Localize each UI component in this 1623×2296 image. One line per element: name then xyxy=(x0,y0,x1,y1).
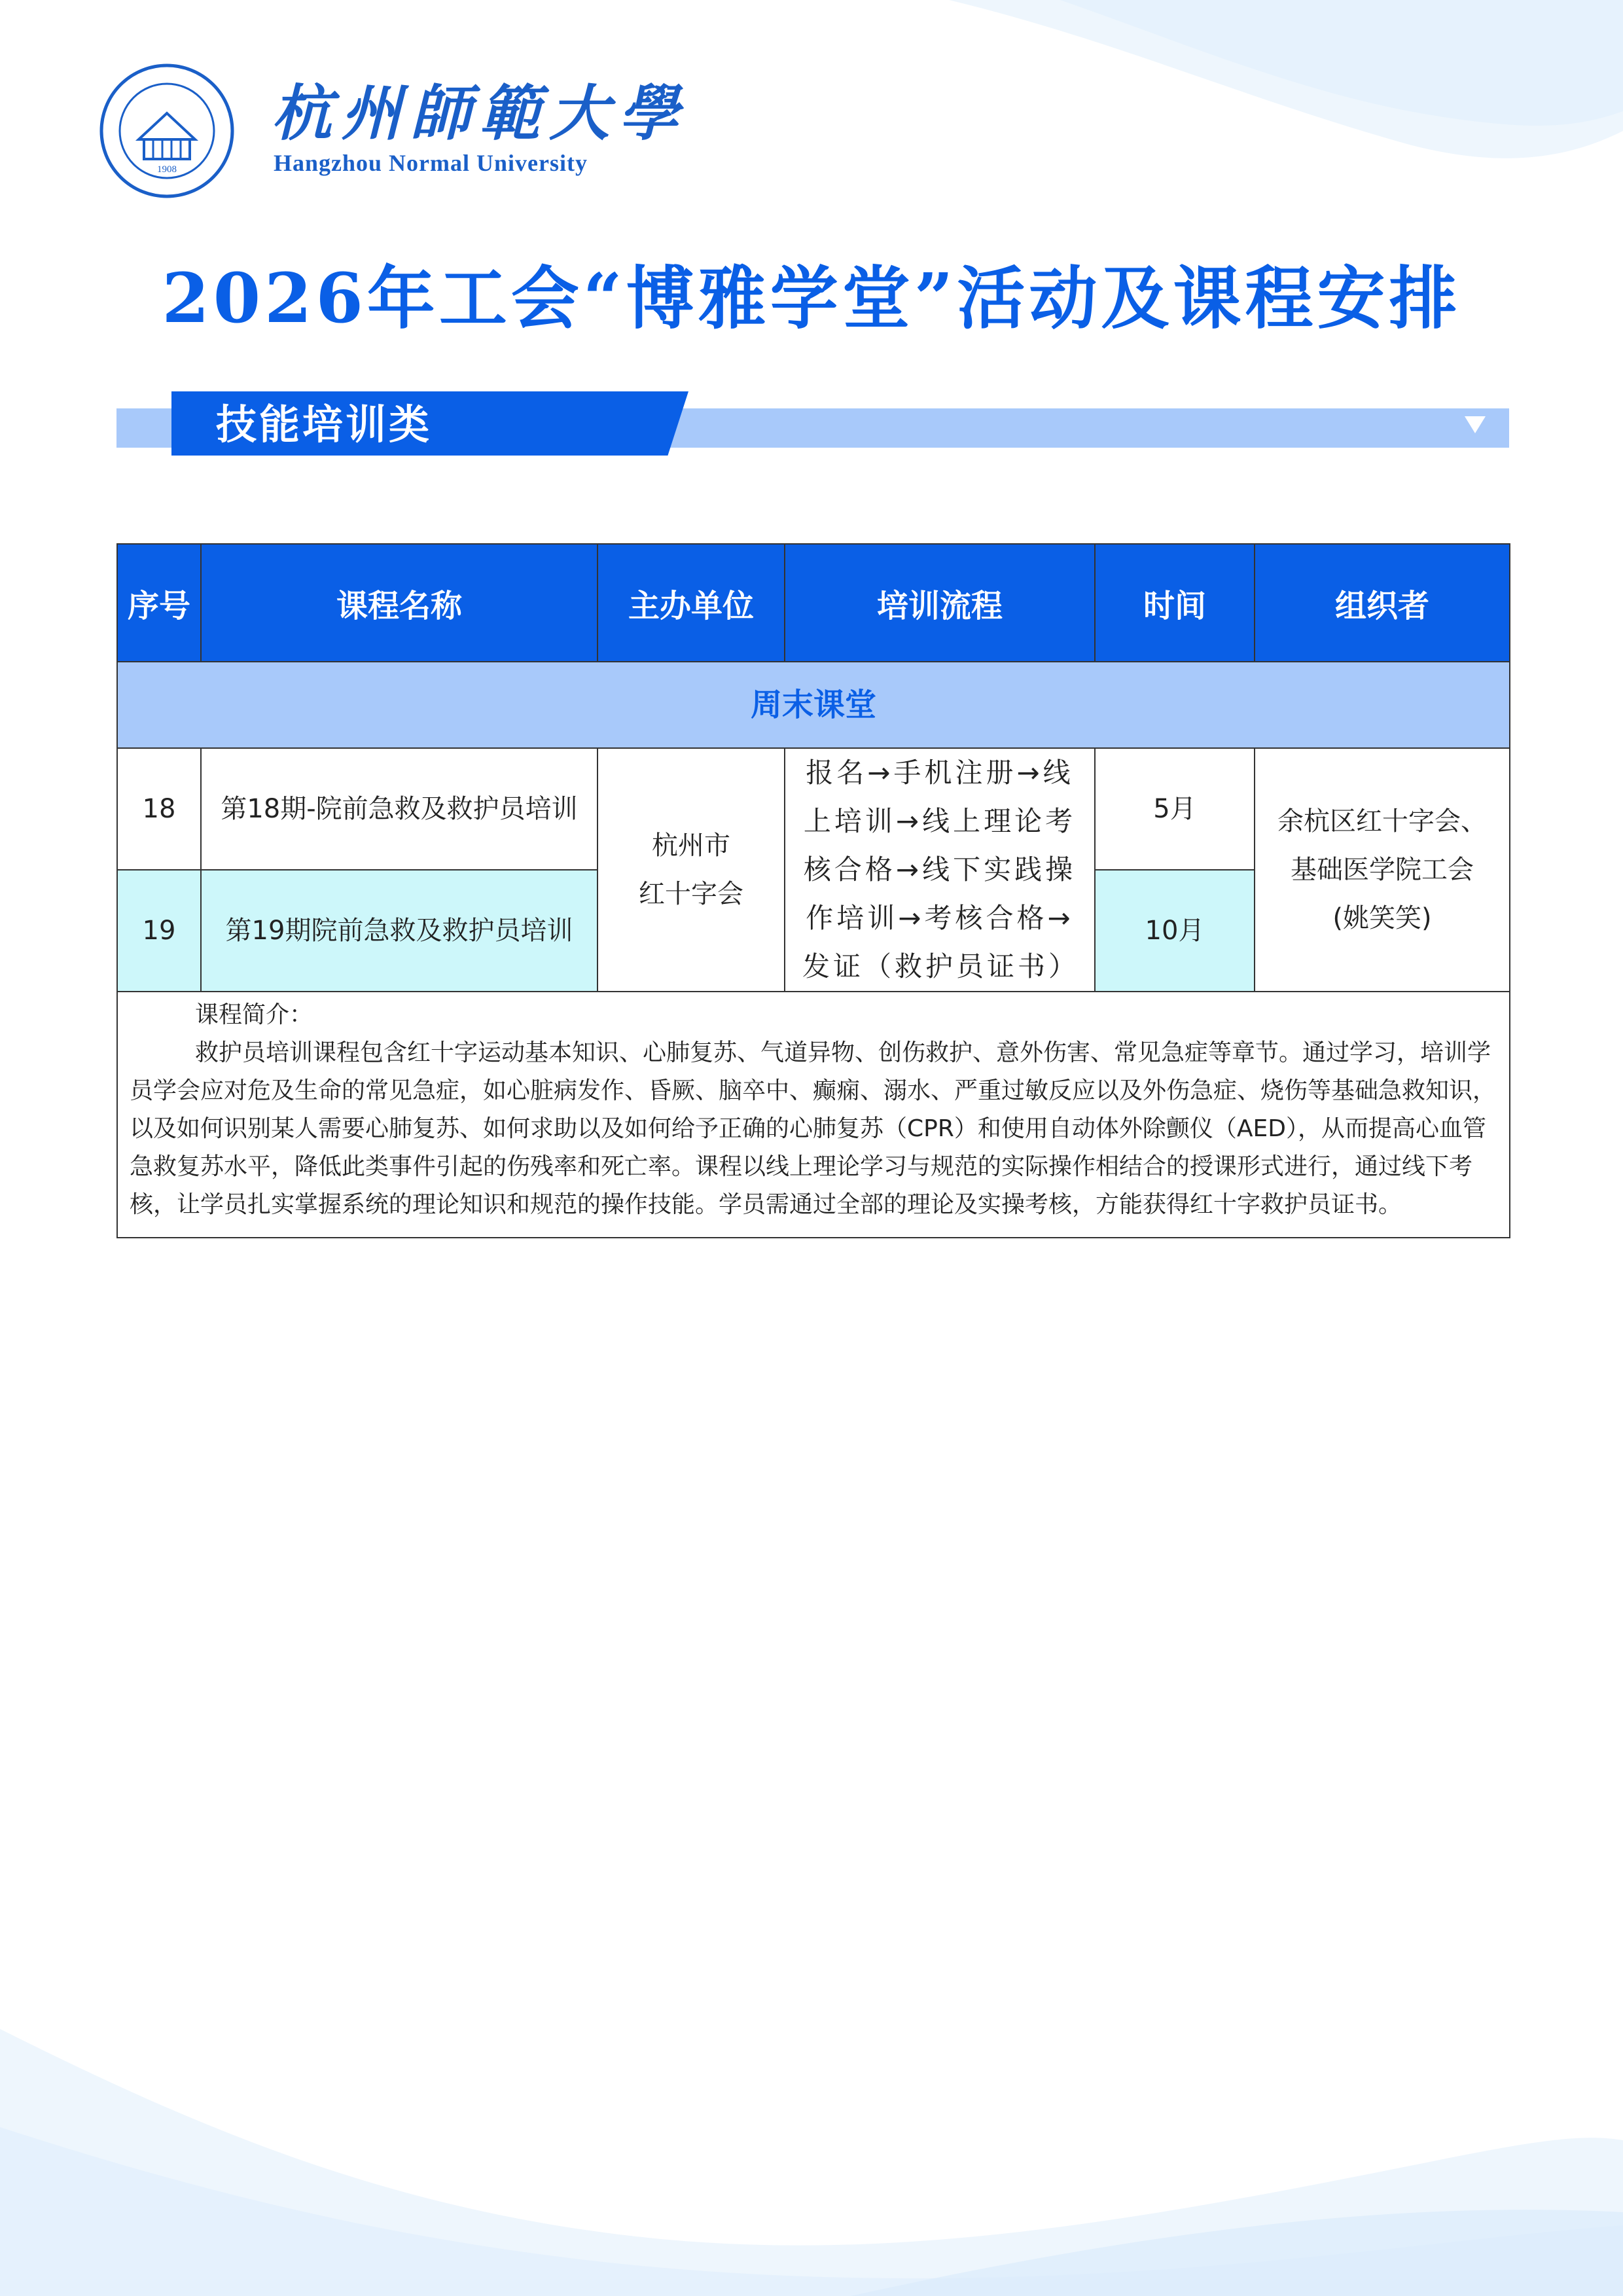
intro-row xyxy=(117,992,1510,1238)
row-course-name: 第19期院前急救及救护员培训 xyxy=(201,870,597,992)
course-schedule-table xyxy=(116,543,1510,1238)
host-cell xyxy=(597,748,785,992)
header-flow: 培训流程 xyxy=(785,544,1095,662)
organizer-cell xyxy=(1255,748,1510,992)
seal-year: 1908 xyxy=(157,164,177,175)
row-no: 18 xyxy=(117,748,201,870)
header-no: 序号 xyxy=(117,544,201,662)
university-name-cn: 杭州師範大學 xyxy=(272,78,688,149)
organizer-line: 余杭区红十字会、 xyxy=(1277,806,1487,836)
row-time: 10月 xyxy=(1095,870,1255,992)
host-line: 杭州市 xyxy=(652,831,730,861)
table-header-row xyxy=(117,544,1510,662)
header-course-name: 课程名称 xyxy=(201,544,597,662)
university-seal-icon xyxy=(98,62,236,200)
row-time: 5月 xyxy=(1095,748,1255,870)
row-no: 19 xyxy=(117,870,201,992)
university-name-en: Hangzhou Normal University xyxy=(274,150,588,176)
flow-cell: 报名→手机注册→线上培训→线上理论考核合格→线下实践操作培训→考核合格→发证（救护员证书） xyxy=(785,748,1095,992)
header-host: 主办单位 xyxy=(597,544,785,662)
header-organizer: 组织者 xyxy=(1255,544,1510,662)
row-course-name: 第18期-院前急救及救护员培训 xyxy=(201,748,597,870)
intro-title: 课程简介： xyxy=(195,1001,313,1028)
table-row xyxy=(117,748,1510,870)
organizer-line: 基础医学院工会 xyxy=(1291,855,1474,885)
organizer-line: (姚笑笑) xyxy=(1332,903,1432,933)
group-row xyxy=(117,662,1510,748)
header-time: 时间 xyxy=(1095,544,1255,662)
intro-text: 救护员培训课程包含红十字运动基本知识、心肺复苏、气道异物、创伤救护、意外伤害、常见急症等章节。通过学习，培训学员学会应对危及生命的常见急症，如心脏病发作、昏厥、脑卒中、癫痫、溺水、严重过敏反应以及外伤急症、烧伤等基础急救知识，以及如何识别某人需要心肺复苏、如何求助以及如何给予正确的心肺复苏（CPR）和使用自动体外除颤仪（AED），从而提高心血管急救复苏水平，降低此类事件引起的伤残率和死亡率。课程以线上理论学习与规范的实际操作相结合的授课形式进行，通过线下考核，让学员扎实掌握系统的理论知识和规范的操作技能。学员需通过全部的理论及实操考核，方能获得红十字救护员证书。 xyxy=(130,1039,1497,1218)
section-label: 技能培训类 xyxy=(216,401,433,448)
triangle-down-icon xyxy=(1465,416,1486,433)
group-label: 周末课堂 xyxy=(117,662,1510,748)
course-intro xyxy=(117,992,1510,1238)
document-title: 2026年工会“博雅学堂”活动及课程安排 xyxy=(162,258,1461,338)
host-line: 红十字会 xyxy=(639,879,743,909)
